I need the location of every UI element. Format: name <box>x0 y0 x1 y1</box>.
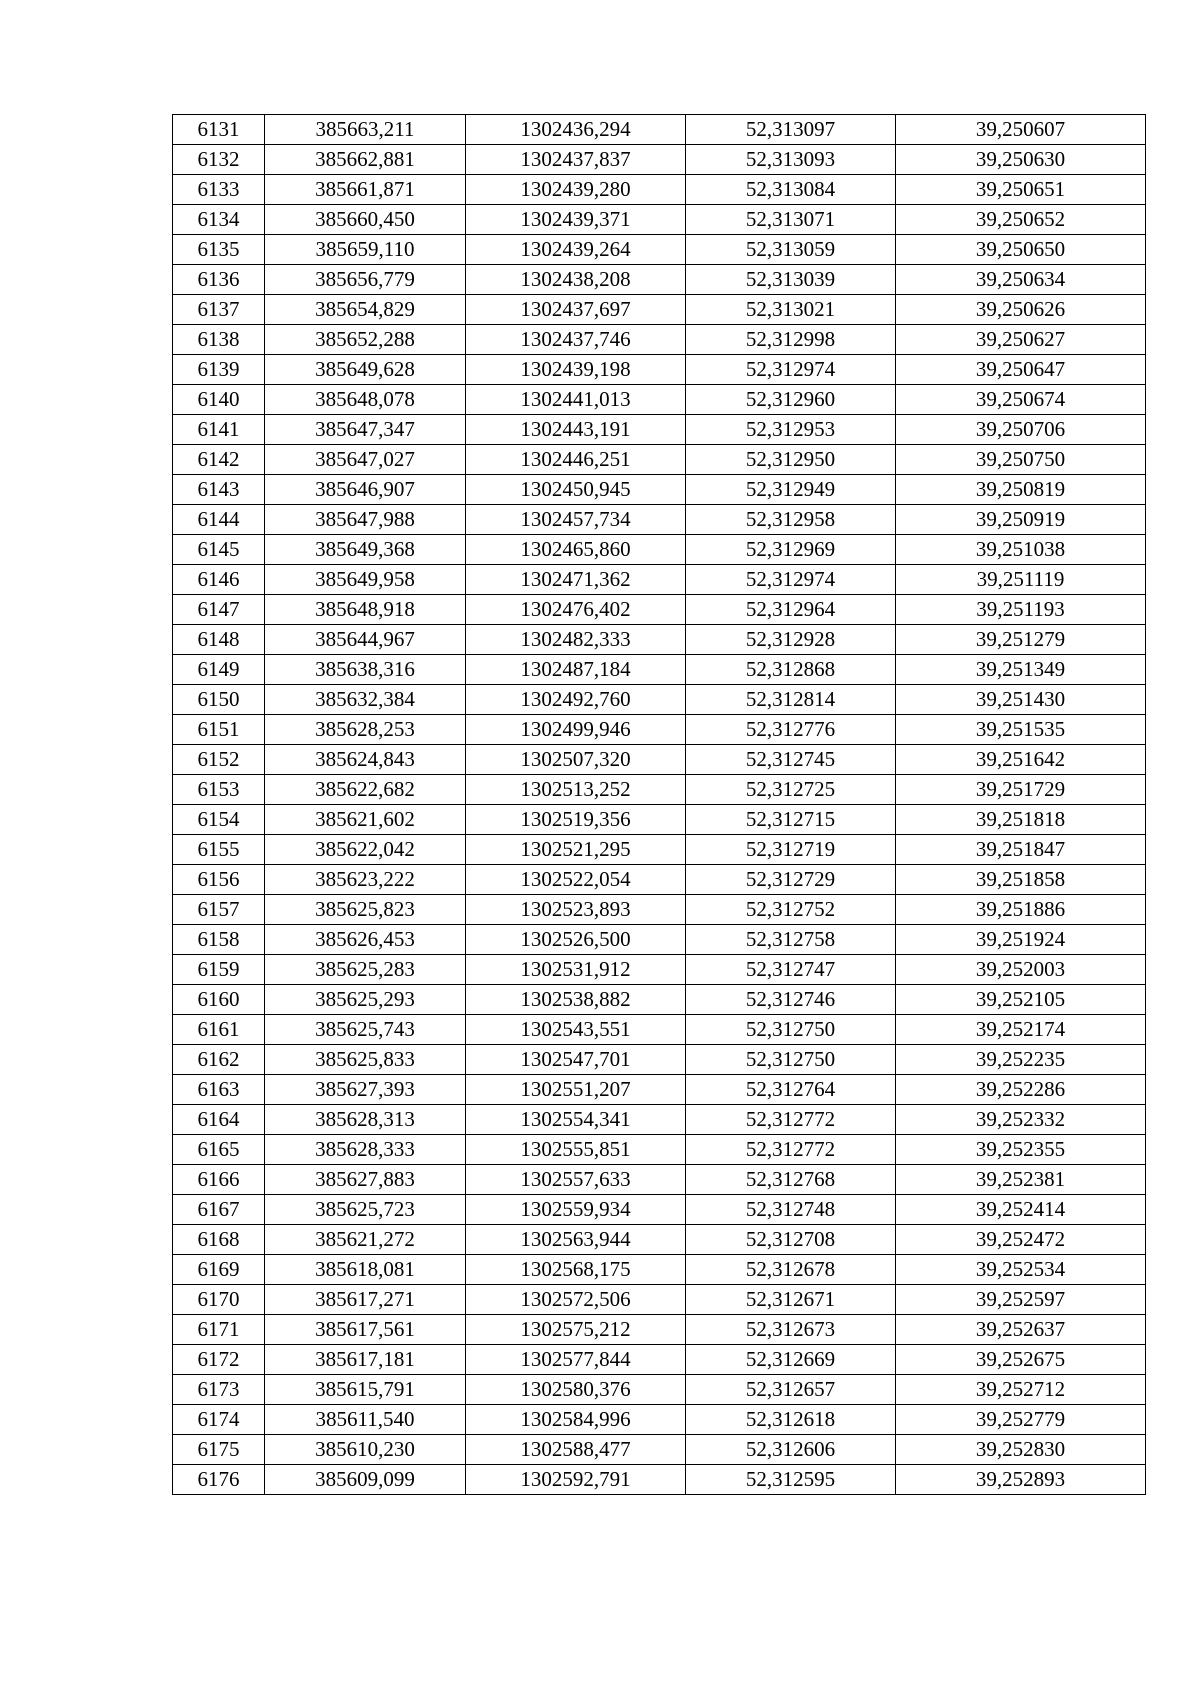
longitude-cell: 39,250647 <box>896 355 1146 385</box>
point-number-cell: 6145 <box>173 535 265 565</box>
latitude-cell: 52,312715 <box>686 805 896 835</box>
point-number-cell: 6132 <box>173 145 265 175</box>
point-number-cell: 6140 <box>173 385 265 415</box>
table-row <box>173 205 1146 235</box>
x-coordinate-cell: 385625,823 <box>265 895 466 925</box>
table-row <box>173 115 1146 145</box>
point-number-cell: 6138 <box>173 325 265 355</box>
x-coordinate-cell: 385647,027 <box>265 445 466 475</box>
table-row <box>173 1045 1146 1075</box>
longitude-cell: 39,250651 <box>896 175 1146 205</box>
y-coordinate-cell: 1302580,376 <box>466 1375 686 1405</box>
y-coordinate-cell: 1302526,500 <box>466 925 686 955</box>
latitude-cell: 52,313084 <box>686 175 896 205</box>
y-coordinate-cell: 1302523,893 <box>466 895 686 925</box>
longitude-cell: 39,250819 <box>896 475 1146 505</box>
point-number-cell: 6139 <box>173 355 265 385</box>
y-coordinate-cell: 1302522,054 <box>466 865 686 895</box>
latitude-cell: 52,313021 <box>686 295 896 325</box>
longitude-cell: 39,251818 <box>896 805 1146 835</box>
y-coordinate-cell: 1302538,882 <box>466 985 686 1015</box>
table-row <box>173 895 1146 925</box>
latitude-cell: 52,313071 <box>686 205 896 235</box>
y-coordinate-cell: 1302572,506 <box>466 1285 686 1315</box>
coordinates-table-body <box>173 115 1146 1495</box>
latitude-cell: 52,312758 <box>686 925 896 955</box>
point-number-cell: 6131 <box>173 115 265 145</box>
table-row <box>173 715 1146 745</box>
x-coordinate-cell: 385662,881 <box>265 145 466 175</box>
latitude-cell: 52,312595 <box>686 1465 896 1495</box>
longitude-cell: 39,250634 <box>896 265 1146 295</box>
table-row <box>173 1135 1146 1165</box>
y-coordinate-cell: 1302437,697 <box>466 295 686 325</box>
point-number-cell: 6164 <box>173 1105 265 1135</box>
point-number-cell: 6149 <box>173 655 265 685</box>
table-row <box>173 235 1146 265</box>
latitude-cell: 52,312998 <box>686 325 896 355</box>
table-row <box>173 1315 1146 1345</box>
latitude-cell: 52,312960 <box>686 385 896 415</box>
latitude-cell: 52,312964 <box>686 595 896 625</box>
x-coordinate-cell: 385649,958 <box>265 565 466 595</box>
point-number-cell: 6158 <box>173 925 265 955</box>
table-row <box>173 985 1146 1015</box>
latitude-cell: 52,312768 <box>686 1165 896 1195</box>
latitude-cell: 52,312708 <box>686 1225 896 1255</box>
x-coordinate-cell: 385621,272 <box>265 1225 466 1255</box>
x-coordinate-cell: 385638,316 <box>265 655 466 685</box>
y-coordinate-cell: 1302446,251 <box>466 445 686 475</box>
x-coordinate-cell: 385617,181 <box>265 1345 466 1375</box>
y-coordinate-cell: 1302588,477 <box>466 1435 686 1465</box>
table-row <box>173 1285 1146 1315</box>
latitude-cell: 52,312657 <box>686 1375 896 1405</box>
longitude-cell: 39,251886 <box>896 895 1146 925</box>
y-coordinate-cell: 1302555,851 <box>466 1135 686 1165</box>
table-row <box>173 655 1146 685</box>
latitude-cell: 52,312772 <box>686 1135 896 1165</box>
longitude-cell: 39,252381 <box>896 1165 1146 1195</box>
table-row <box>173 1015 1146 1045</box>
latitude-cell: 52,312750 <box>686 1015 896 1045</box>
x-coordinate-cell: 385632,384 <box>265 685 466 715</box>
x-coordinate-cell: 385656,779 <box>265 265 466 295</box>
latitude-cell: 52,313039 <box>686 265 896 295</box>
longitude-cell: 39,252105 <box>896 985 1146 1015</box>
point-number-cell: 6146 <box>173 565 265 595</box>
longitude-cell: 39,252174 <box>896 1015 1146 1045</box>
table-row <box>173 355 1146 385</box>
table-row <box>173 865 1146 895</box>
table-row <box>173 1075 1146 1105</box>
point-number-cell: 6163 <box>173 1075 265 1105</box>
latitude-cell: 52,312678 <box>686 1255 896 1285</box>
longitude-cell: 39,252597 <box>896 1285 1146 1315</box>
x-coordinate-cell: 385625,283 <box>265 955 466 985</box>
latitude-cell: 52,312750 <box>686 1045 896 1075</box>
y-coordinate-cell: 1302438,208 <box>466 265 686 295</box>
y-coordinate-cell: 1302547,701 <box>466 1045 686 1075</box>
point-number-cell: 6155 <box>173 835 265 865</box>
latitude-cell: 52,312958 <box>686 505 896 535</box>
longitude-cell: 39,252414 <box>896 1195 1146 1225</box>
table-row <box>173 145 1146 175</box>
longitude-cell: 39,250674 <box>896 385 1146 415</box>
y-coordinate-cell: 1302563,944 <box>466 1225 686 1255</box>
table-row <box>173 1195 1146 1225</box>
y-coordinate-cell: 1302568,175 <box>466 1255 686 1285</box>
latitude-cell: 52,312974 <box>686 565 896 595</box>
latitude-cell: 52,312772 <box>686 1105 896 1135</box>
longitude-cell: 39,252893 <box>896 1465 1146 1495</box>
longitude-cell: 39,251858 <box>896 865 1146 895</box>
latitude-cell: 52,312671 <box>686 1285 896 1315</box>
x-coordinate-cell: 385652,288 <box>265 325 466 355</box>
y-coordinate-cell: 1302439,371 <box>466 205 686 235</box>
longitude-cell: 39,252286 <box>896 1075 1146 1105</box>
latitude-cell: 52,313059 <box>686 235 896 265</box>
y-coordinate-cell: 1302575,212 <box>466 1315 686 1345</box>
y-coordinate-cell: 1302507,320 <box>466 745 686 775</box>
x-coordinate-cell: 385654,829 <box>265 295 466 325</box>
latitude-cell: 52,312673 <box>686 1315 896 1345</box>
y-coordinate-cell: 1302457,734 <box>466 505 686 535</box>
point-number-cell: 6161 <box>173 1015 265 1045</box>
x-coordinate-cell: 385626,453 <box>265 925 466 955</box>
y-coordinate-cell: 1302437,746 <box>466 325 686 355</box>
y-coordinate-cell: 1302476,402 <box>466 595 686 625</box>
latitude-cell: 52,312949 <box>686 475 896 505</box>
y-coordinate-cell: 1302439,280 <box>466 175 686 205</box>
y-coordinate-cell: 1302471,362 <box>466 565 686 595</box>
x-coordinate-cell: 385627,393 <box>265 1075 466 1105</box>
longitude-cell: 39,251535 <box>896 715 1146 745</box>
longitude-cell: 39,251349 <box>896 655 1146 685</box>
latitude-cell: 52,313097 <box>686 115 896 145</box>
longitude-cell: 39,250627 <box>896 325 1146 355</box>
latitude-cell: 52,312953 <box>686 415 896 445</box>
y-coordinate-cell: 1302492,760 <box>466 685 686 715</box>
x-coordinate-cell: 385622,042 <box>265 835 466 865</box>
longitude-cell: 39,250706 <box>896 415 1146 445</box>
latitude-cell: 52,312969 <box>686 535 896 565</box>
table-row <box>173 1255 1146 1285</box>
y-coordinate-cell: 1302465,860 <box>466 535 686 565</box>
longitude-cell: 39,251193 <box>896 595 1146 625</box>
x-coordinate-cell: 385648,078 <box>265 385 466 415</box>
point-number-cell: 6133 <box>173 175 265 205</box>
x-coordinate-cell: 385661,871 <box>265 175 466 205</box>
longitude-cell: 39,251642 <box>896 745 1146 775</box>
x-coordinate-cell: 385628,333 <box>265 1135 466 1165</box>
table-row <box>173 925 1146 955</box>
point-number-cell: 6136 <box>173 265 265 295</box>
x-coordinate-cell: 385623,222 <box>265 865 466 895</box>
table-row <box>173 1435 1146 1465</box>
point-number-cell: 6176 <box>173 1465 265 1495</box>
point-number-cell: 6153 <box>173 775 265 805</box>
table-row <box>173 625 1146 655</box>
y-coordinate-cell: 1302543,551 <box>466 1015 686 1045</box>
longitude-cell: 39,251279 <box>896 625 1146 655</box>
x-coordinate-cell: 385628,313 <box>265 1105 466 1135</box>
latitude-cell: 52,312725 <box>686 775 896 805</box>
longitude-cell: 39,252355 <box>896 1135 1146 1165</box>
table-row <box>173 1105 1146 1135</box>
longitude-cell: 39,252003 <box>896 955 1146 985</box>
longitude-cell: 39,252472 <box>896 1225 1146 1255</box>
point-number-cell: 6147 <box>173 595 265 625</box>
point-number-cell: 6169 <box>173 1255 265 1285</box>
table-row <box>173 1405 1146 1435</box>
x-coordinate-cell: 385647,347 <box>265 415 466 445</box>
longitude-cell: 39,252332 <box>896 1105 1146 1135</box>
y-coordinate-cell: 1302482,333 <box>466 625 686 655</box>
point-number-cell: 6175 <box>173 1435 265 1465</box>
point-number-cell: 6143 <box>173 475 265 505</box>
latitude-cell: 52,312950 <box>686 445 896 475</box>
longitude-cell: 39,250919 <box>896 505 1146 535</box>
table-row <box>173 835 1146 865</box>
y-coordinate-cell: 1302519,356 <box>466 805 686 835</box>
table-row <box>173 445 1146 475</box>
y-coordinate-cell: 1302441,013 <box>466 385 686 415</box>
x-coordinate-cell: 385628,253 <box>265 715 466 745</box>
point-number-cell: 6137 <box>173 295 265 325</box>
table-row <box>173 685 1146 715</box>
x-coordinate-cell: 385611,540 <box>265 1405 466 1435</box>
point-number-cell: 6165 <box>173 1135 265 1165</box>
point-number-cell: 6144 <box>173 505 265 535</box>
y-coordinate-cell: 1302559,934 <box>466 1195 686 1225</box>
y-coordinate-cell: 1302513,252 <box>466 775 686 805</box>
latitude-cell: 52,312814 <box>686 685 896 715</box>
x-coordinate-cell: 385618,081 <box>265 1255 466 1285</box>
latitude-cell: 52,312776 <box>686 715 896 745</box>
table-row <box>173 775 1146 805</box>
table-row <box>173 805 1146 835</box>
x-coordinate-cell: 385625,723 <box>265 1195 466 1225</box>
table-row <box>173 745 1146 775</box>
y-coordinate-cell: 1302584,996 <box>466 1405 686 1435</box>
table-row <box>173 175 1146 205</box>
table-row <box>173 1345 1146 1375</box>
point-number-cell: 6170 <box>173 1285 265 1315</box>
y-coordinate-cell: 1302521,295 <box>466 835 686 865</box>
point-number-cell: 6162 <box>173 1045 265 1075</box>
latitude-cell: 52,312752 <box>686 895 896 925</box>
point-number-cell: 6157 <box>173 895 265 925</box>
x-coordinate-cell: 385649,368 <box>265 535 466 565</box>
table-row <box>173 295 1146 325</box>
longitude-cell: 39,250607 <box>896 115 1146 145</box>
x-coordinate-cell: 385625,743 <box>265 1015 466 1045</box>
x-coordinate-cell: 385617,561 <box>265 1315 466 1345</box>
point-number-cell: 6135 <box>173 235 265 265</box>
latitude-cell: 52,312746 <box>686 985 896 1015</box>
x-coordinate-cell: 385625,833 <box>265 1045 466 1075</box>
point-number-cell: 6142 <box>173 445 265 475</box>
y-coordinate-cell: 1302531,912 <box>466 955 686 985</box>
x-coordinate-cell: 385647,988 <box>265 505 466 535</box>
point-number-cell: 6160 <box>173 985 265 1015</box>
longitude-cell: 39,250650 <box>896 235 1146 265</box>
longitude-cell: 39,252712 <box>896 1375 1146 1405</box>
table-row <box>173 505 1146 535</box>
point-number-cell: 6156 <box>173 865 265 895</box>
longitude-cell: 39,252830 <box>896 1435 1146 1465</box>
longitude-cell: 39,252637 <box>896 1315 1146 1345</box>
longitude-cell: 39,250630 <box>896 145 1146 175</box>
point-number-cell: 6159 <box>173 955 265 985</box>
x-coordinate-cell: 385663,211 <box>265 115 466 145</box>
x-coordinate-cell: 385622,682 <box>265 775 466 805</box>
longitude-cell: 39,250626 <box>896 295 1146 325</box>
latitude-cell: 52,312748 <box>686 1195 896 1225</box>
table-row <box>173 535 1146 565</box>
table-row <box>173 265 1146 295</box>
point-number-cell: 6167 <box>173 1195 265 1225</box>
latitude-cell: 52,312868 <box>686 655 896 685</box>
latitude-cell: 52,312974 <box>686 355 896 385</box>
latitude-cell: 52,312747 <box>686 955 896 985</box>
x-coordinate-cell: 385660,450 <box>265 205 466 235</box>
table-row <box>173 385 1146 415</box>
x-coordinate-cell: 385609,099 <box>265 1465 466 1495</box>
x-coordinate-cell: 385625,293 <box>265 985 466 1015</box>
y-coordinate-cell: 1302439,264 <box>466 235 686 265</box>
y-coordinate-cell: 1302551,207 <box>466 1075 686 1105</box>
longitude-cell: 39,252779 <box>896 1405 1146 1435</box>
point-number-cell: 6173 <box>173 1375 265 1405</box>
longitude-cell: 39,251729 <box>896 775 1146 805</box>
table-row <box>173 1225 1146 1255</box>
y-coordinate-cell: 1302557,633 <box>466 1165 686 1195</box>
point-number-cell: 6174 <box>173 1405 265 1435</box>
point-number-cell: 6166 <box>173 1165 265 1195</box>
longitude-cell: 39,252235 <box>896 1045 1146 1075</box>
table-row <box>173 1465 1146 1495</box>
y-coordinate-cell: 1302443,191 <box>466 415 686 445</box>
table-row <box>173 1375 1146 1405</box>
latitude-cell: 52,312745 <box>686 745 896 775</box>
x-coordinate-cell: 385648,918 <box>265 595 466 625</box>
y-coordinate-cell: 1302439,198 <box>466 355 686 385</box>
table-row <box>173 955 1146 985</box>
table-row <box>173 595 1146 625</box>
latitude-cell: 52,312669 <box>686 1345 896 1375</box>
latitude-cell: 52,312729 <box>686 865 896 895</box>
y-coordinate-cell: 1302487,184 <box>466 655 686 685</box>
y-coordinate-cell: 1302554,341 <box>466 1105 686 1135</box>
x-coordinate-cell: 385610,230 <box>265 1435 466 1465</box>
point-number-cell: 6148 <box>173 625 265 655</box>
longitude-cell: 39,252534 <box>896 1255 1146 1285</box>
point-number-cell: 6152 <box>173 745 265 775</box>
point-number-cell: 6171 <box>173 1315 265 1345</box>
longitude-cell: 39,251038 <box>896 535 1146 565</box>
x-coordinate-cell: 385615,791 <box>265 1375 466 1405</box>
longitude-cell: 39,251924 <box>896 925 1146 955</box>
x-coordinate-cell: 385646,907 <box>265 475 466 505</box>
point-number-cell: 6141 <box>173 415 265 445</box>
y-coordinate-cell: 1302450,945 <box>466 475 686 505</box>
x-coordinate-cell: 385649,628 <box>265 355 466 385</box>
longitude-cell: 39,251430 <box>896 685 1146 715</box>
coordinates-table <box>172 114 1146 1495</box>
x-coordinate-cell: 385644,967 <box>265 625 466 655</box>
latitude-cell: 52,312928 <box>686 625 896 655</box>
point-number-cell: 6151 <box>173 715 265 745</box>
table-row <box>173 1165 1146 1195</box>
table-row <box>173 475 1146 505</box>
longitude-cell: 39,250652 <box>896 205 1146 235</box>
longitude-cell: 39,252675 <box>896 1345 1146 1375</box>
longitude-cell: 39,250750 <box>896 445 1146 475</box>
table-row <box>173 325 1146 355</box>
latitude-cell: 52,312764 <box>686 1075 896 1105</box>
y-coordinate-cell: 1302499,946 <box>466 715 686 745</box>
latitude-cell: 52,312719 <box>686 835 896 865</box>
longitude-cell: 39,251119 <box>896 565 1146 595</box>
point-number-cell: 6168 <box>173 1225 265 1255</box>
y-coordinate-cell: 1302592,791 <box>466 1465 686 1495</box>
latitude-cell: 52,312606 <box>686 1435 896 1465</box>
x-coordinate-cell: 385627,883 <box>265 1165 466 1195</box>
point-number-cell: 6172 <box>173 1345 265 1375</box>
x-coordinate-cell: 385617,271 <box>265 1285 466 1315</box>
y-coordinate-cell: 1302436,294 <box>466 115 686 145</box>
longitude-cell: 39,251847 <box>896 835 1146 865</box>
x-coordinate-cell: 385624,843 <box>265 745 466 775</box>
point-number-cell: 6134 <box>173 205 265 235</box>
y-coordinate-cell: 1302437,837 <box>466 145 686 175</box>
x-coordinate-cell: 385659,110 <box>265 235 466 265</box>
y-coordinate-cell: 1302577,844 <box>466 1345 686 1375</box>
latitude-cell: 52,313093 <box>686 145 896 175</box>
point-number-cell: 6150 <box>173 685 265 715</box>
table-row <box>173 415 1146 445</box>
point-number-cell: 6154 <box>173 805 265 835</box>
x-coordinate-cell: 385621,602 <box>265 805 466 835</box>
latitude-cell: 52,312618 <box>686 1405 896 1435</box>
table-row <box>173 565 1146 595</box>
